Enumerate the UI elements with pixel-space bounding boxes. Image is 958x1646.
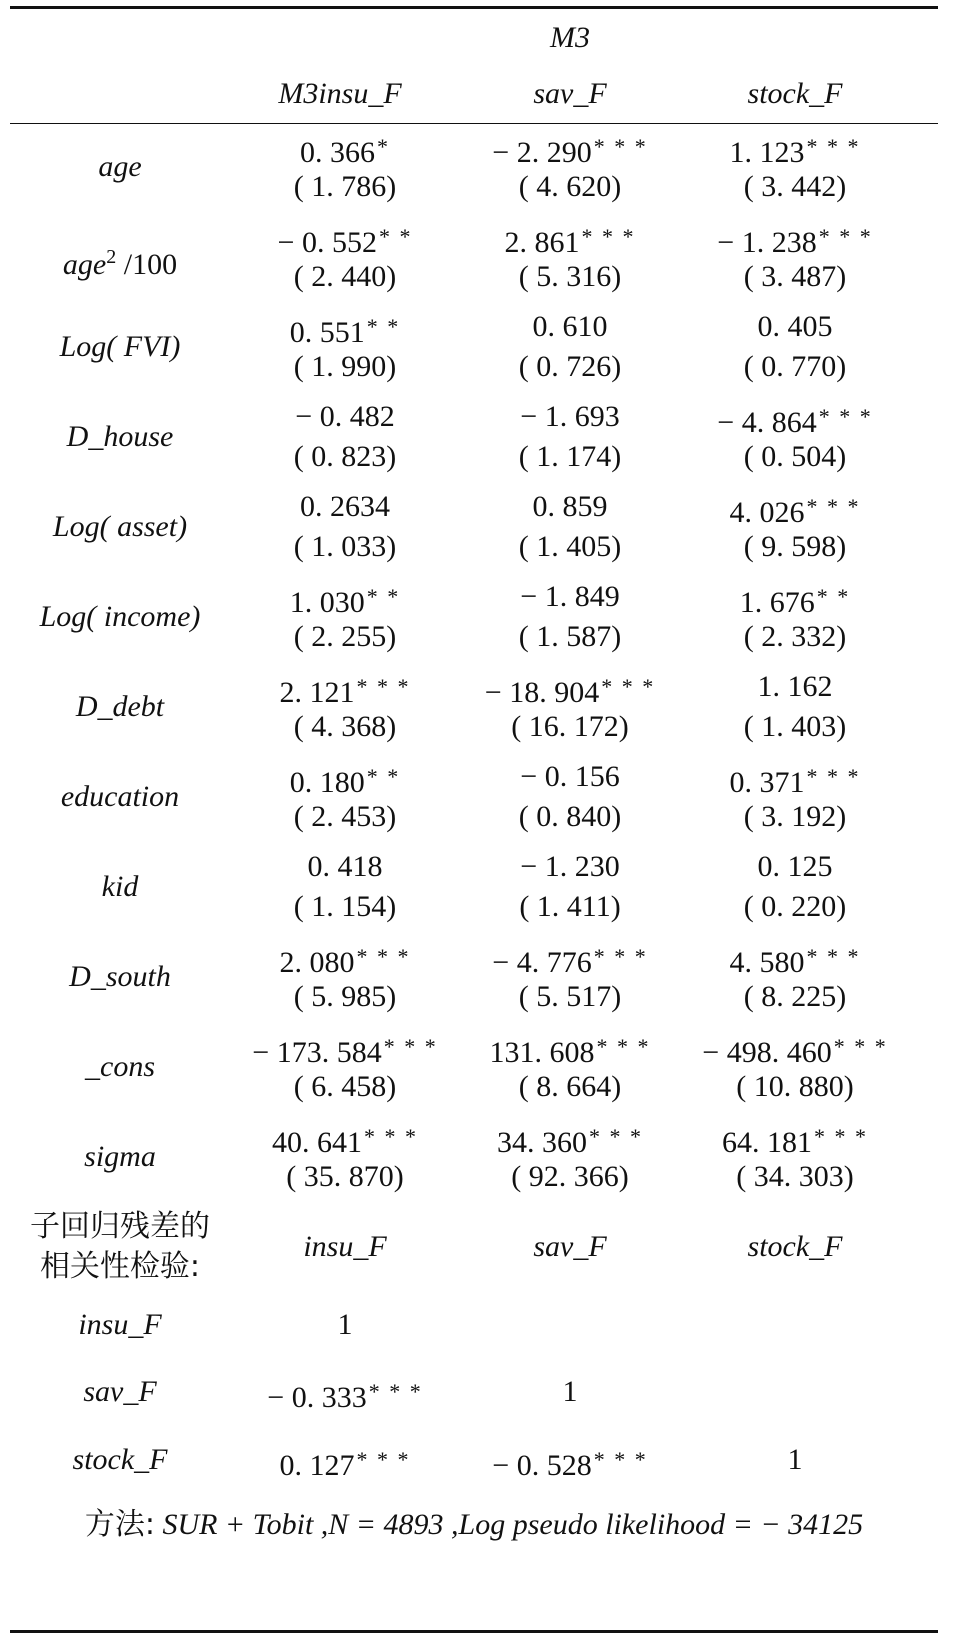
standard-error: ( 0. 823)	[293, 440, 397, 473]
header-rule	[10, 123, 938, 124]
significance-stars: * *	[366, 314, 401, 339]
standard-error: ( 6. 458)	[293, 1070, 397, 1103]
significance-stars: * * *	[806, 134, 861, 159]
row-label-suffix: /100	[116, 248, 178, 281]
significance-stars: * * *	[833, 1034, 888, 1059]
standard-error: ( 35. 870)	[286, 1160, 404, 1193]
correlation-cell	[235, 1372, 455, 1418]
coefficient-value: − 0. 482	[295, 400, 395, 433]
standard-error: ( 8. 664)	[518, 1070, 622, 1103]
standard-error: ( 2. 332)	[743, 620, 847, 653]
coefficient-value: 0. 125	[757, 850, 833, 883]
coefficient-value: 1. 162	[757, 670, 833, 703]
footer-note	[10, 1505, 938, 1545]
correlation-value: 1	[787, 1443, 803, 1476]
row-label	[10, 147, 230, 187]
standard-error: ( 1. 587)	[518, 620, 622, 653]
standard-error: ( 1. 411)	[519, 890, 621, 923]
top-rule	[10, 6, 938, 9]
standard-error: ( 0. 840)	[518, 800, 622, 833]
coefficient-value: 1. 030	[289, 586, 365, 619]
row-label-text: sigma	[84, 1140, 156, 1173]
correlation-column-header: insu_F	[303, 1230, 387, 1263]
coefficient-value: − 4. 864	[717, 406, 817, 439]
significance-stars: * * *	[806, 764, 861, 789]
coefficient-cell	[460, 397, 680, 437]
correlation-title-line-2: 相关性检验:	[39, 1249, 201, 1284]
standard-error: ( 0. 726)	[518, 350, 622, 383]
standard-error: ( 10. 880)	[736, 1070, 854, 1103]
coefficient-value: 0. 371	[729, 766, 805, 799]
standard-error: ( 3. 487)	[743, 260, 847, 293]
correlation-row-label: insu_F	[78, 1308, 162, 1341]
correlation-value: 1	[562, 1375, 578, 1408]
row-label-text: Log( income)	[39, 600, 201, 633]
coefficient-value: 1. 123	[729, 136, 805, 169]
significance-stars: * * *	[596, 1034, 651, 1059]
coefficient-value: 0. 859	[532, 490, 608, 523]
standard-error: ( 3. 442)	[743, 170, 847, 203]
correlation-cell	[235, 1440, 455, 1486]
significance-stars: * * *	[601, 674, 656, 699]
coefficient-cell	[460, 757, 680, 797]
significance-stars: * * *	[806, 944, 861, 969]
standard-error: ( 1. 033)	[293, 530, 397, 563]
coefficient-value: 34. 360	[497, 1126, 587, 1159]
correlation-column-header: sav_F	[533, 1230, 607, 1263]
row-label	[10, 687, 230, 727]
standard-error: ( 1. 405)	[518, 530, 622, 563]
significance-stars: * * *	[818, 404, 873, 429]
row-label	[10, 777, 230, 817]
standard-error: ( 0. 504)	[743, 440, 847, 473]
standard-error: ( 1. 403)	[743, 710, 847, 743]
row-label	[10, 237, 230, 285]
correlation-value: − 0. 333	[267, 1381, 367, 1414]
coefficient-value: − 498. 460	[702, 1036, 832, 1069]
row-label	[10, 327, 230, 367]
significance-stars: * *	[366, 764, 401, 789]
coefficient-value: − 0. 552	[277, 226, 377, 259]
significance-stars: * * *	[364, 1124, 418, 1149]
bottom-rule	[10, 1630, 938, 1633]
coefficient-cell	[235, 487, 455, 527]
significance-stars: * * *	[383, 1034, 438, 1059]
coefficient-value: 0. 405	[757, 310, 833, 343]
standard-error: ( 2. 255)	[293, 620, 397, 653]
model-header: M3	[550, 21, 590, 54]
standard-error: ( 5. 316)	[518, 260, 622, 293]
coefficient-cell	[460, 577, 680, 617]
significance-stars: *	[377, 134, 390, 159]
coefficient-value: 2. 861	[504, 226, 580, 259]
coefficient-value: 0. 180	[289, 766, 365, 799]
standard-error: ( 4. 620)	[518, 170, 622, 203]
standard-error: ( 5. 517)	[518, 980, 622, 1013]
coefficient-value: 131. 608	[489, 1036, 595, 1069]
coefficient-cell	[460, 847, 680, 887]
row-label	[10, 867, 230, 907]
coefficient-value: 0. 610	[532, 310, 608, 343]
coefficient-cell	[235, 397, 455, 437]
standard-error: ( 4. 368)	[293, 710, 397, 743]
coefficient-value: 4. 026	[729, 496, 805, 529]
correlation-cell	[460, 1372, 680, 1412]
standard-error: ( 34. 303)	[736, 1160, 854, 1193]
coefficient-value: 0. 418	[307, 850, 383, 883]
row-label-text: D_house	[66, 420, 174, 453]
coefficient-value: 40. 641	[272, 1126, 362, 1159]
row-label	[10, 597, 230, 637]
coefficient-value: − 18. 904	[484, 676, 600, 709]
significance-stars: * * *	[589, 1124, 643, 1149]
coefficient-value: 1. 676	[739, 586, 815, 619]
column-header-1: M3insu_F	[278, 77, 402, 110]
coefficient-value: − 1. 238	[717, 226, 817, 259]
coefficient-value: − 4. 776	[492, 946, 592, 979]
correlation-value: 0. 127	[279, 1449, 355, 1482]
coefficient-value: − 1. 693	[520, 400, 620, 433]
significance-stars: * * *	[581, 224, 636, 249]
standard-error: ( 2. 440)	[293, 260, 397, 293]
row-label-text: _cons	[85, 1050, 155, 1083]
standard-error: ( 0. 220)	[743, 890, 847, 923]
significance-stars: * *	[816, 584, 851, 609]
correlation-cell	[685, 1440, 905, 1480]
coefficient-value: 4. 580	[729, 946, 805, 979]
significance-stars: * *	[378, 224, 413, 249]
row-label	[10, 417, 230, 457]
coefficient-cell	[685, 307, 905, 347]
standard-error: ( 3. 192)	[743, 800, 847, 833]
significance-stars: * * *	[818, 224, 873, 249]
coefficient-value: 0. 366	[300, 136, 375, 169]
coefficient-value: 0. 2634	[300, 490, 390, 523]
correlation-title-line-1: 子回归残差的	[30, 1209, 210, 1244]
row-label-text: Log( FVI)	[59, 330, 181, 363]
coefficient-value: 64. 181	[722, 1126, 812, 1159]
correlation-row-label: stock_F	[72, 1443, 168, 1476]
coefficient-cell	[685, 667, 905, 707]
coefficient-cell	[235, 847, 455, 887]
correlation-cell	[460, 1440, 680, 1486]
standard-error: ( 5. 985)	[293, 980, 397, 1013]
significance-stars: * * *	[593, 134, 648, 159]
coefficient-value: − 0. 156	[520, 760, 620, 793]
significance-stars: * *	[366, 584, 401, 609]
row-label-superscript: 2	[106, 246, 117, 268]
significance-stars: * * *	[356, 674, 411, 699]
row-label	[10, 1137, 230, 1177]
standard-error: ( 1. 154)	[293, 890, 397, 923]
significance-stars: * * *	[814, 1124, 868, 1149]
standard-error: ( 1. 174)	[518, 440, 622, 473]
row-label	[10, 957, 230, 997]
standard-error: ( 1. 786)	[293, 170, 397, 203]
column-header-3: stock_F	[747, 77, 843, 110]
coefficient-value: − 173. 584	[252, 1036, 382, 1069]
standard-error: ( 2. 453)	[293, 800, 397, 833]
significance-stars: * * *	[356, 1447, 411, 1472]
row-label-text: age	[62, 248, 107, 281]
standard-error: ( 16. 172)	[511, 710, 629, 743]
standard-error: ( 1. 990)	[293, 350, 397, 383]
correlation-value: 1	[337, 1308, 353, 1341]
standard-error: ( 0. 770)	[743, 350, 847, 383]
row-label-text: kid	[101, 870, 139, 903]
column-header-2: sav_F	[533, 77, 607, 110]
significance-stars: * * *	[806, 494, 861, 519]
coefficient-cell	[460, 307, 680, 347]
coefficient-cell	[460, 487, 680, 527]
standard-error: ( 92. 366)	[511, 1160, 629, 1193]
correlation-column-header: stock_F	[747, 1230, 843, 1263]
coefficient-value: 0. 551	[289, 316, 365, 349]
footer-method: SUR + Tobit ,N = 4893 ,Log pseudo likelihood = − 34125	[154, 1508, 864, 1541]
row-label-text: Log( asset)	[52, 510, 188, 543]
coefficient-value: − 2. 290	[492, 136, 592, 169]
standard-error: ( 8. 225)	[743, 980, 847, 1013]
row-label-text: D_south	[69, 960, 171, 993]
significance-stars: * * *	[356, 944, 411, 969]
row-label	[10, 507, 230, 547]
footer-prefix: 方法:	[84, 1507, 155, 1542]
coefficient-value: 2. 080	[279, 946, 355, 979]
row-label-text: D_debt	[75, 690, 165, 723]
row-label	[10, 1047, 230, 1087]
significance-stars: * * *	[368, 1379, 423, 1404]
standard-error: ( 9. 598)	[743, 530, 847, 563]
coefficient-value: 2. 121	[279, 676, 355, 709]
correlation-row-label: sav_F	[83, 1375, 157, 1408]
correlation-cell	[235, 1305, 455, 1345]
coefficient-value: − 1. 230	[520, 850, 620, 883]
significance-stars: * * *	[593, 944, 648, 969]
row-label-text: age	[98, 150, 142, 183]
coefficient-value: − 1. 849	[520, 580, 620, 613]
correlation-value: − 0. 528	[492, 1449, 592, 1482]
significance-stars: * * *	[593, 1447, 648, 1472]
coefficient-cell	[685, 847, 905, 887]
row-label-text: education	[60, 780, 180, 813]
